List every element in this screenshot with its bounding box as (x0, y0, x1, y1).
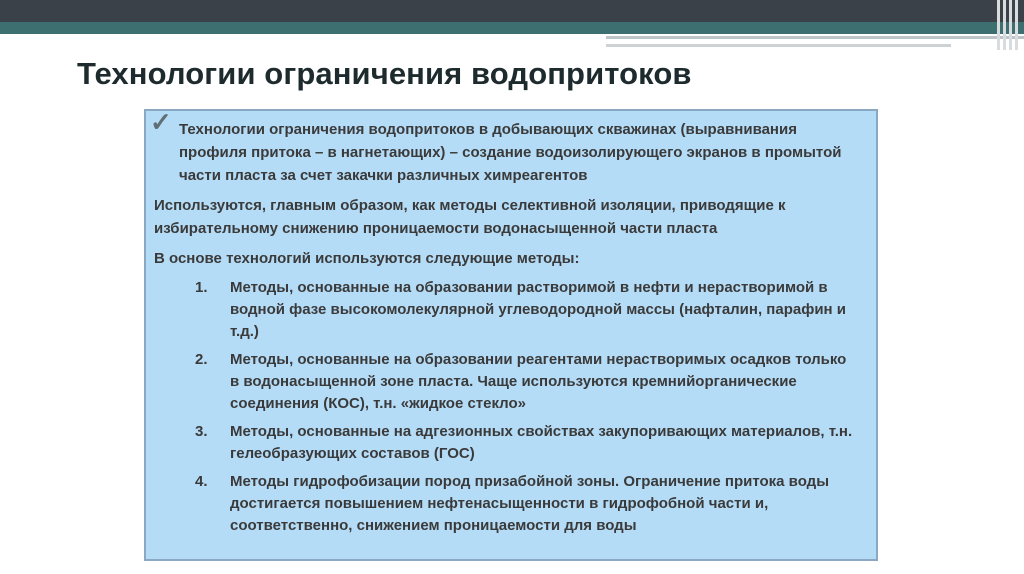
list-item-number: 4. (195, 473, 208, 490)
paragraph-intro: Технологии ограничения водопритоков в добывающих скважинах (выравнивания профиля притока – в нагнетающих) – создание водоизолирующего экранов в промытой части пласта за счет закачки различных химреагентов (179, 121, 842, 184)
header-teal-band (0, 22, 1024, 34)
list-item-number: 2. (195, 351, 208, 368)
slide-title: Технологии ограничения водопритоков (77, 56, 692, 91)
header-dark-band (0, 0, 1024, 22)
header-accent-line (606, 44, 951, 47)
methods-list (154, 277, 858, 537)
corner-decoration (992, 0, 1018, 50)
header-accent-line (606, 36, 1024, 39)
list-item (195, 349, 858, 415)
check-icon: ✓ (150, 107, 172, 137)
list-item-number: 3. (195, 423, 208, 440)
corner-line (1009, 0, 1012, 50)
paragraph-selective-isolation: Используются, главным образом, как методы селективной изоляции, приводящие к избирательному снижению проницаемости водонасыщенной части пласта (154, 197, 786, 237)
list-item-text: Методы, основанные на образовании реагентами нерастворимых осадков только в водонасыщенной зоне пласта. Чаще используются кремнийорганические соединения (КОС), т.н. «жидкое стекло» (230, 351, 847, 412)
paragraph-methods-heading: В основе технологий используются следующие методы: (154, 250, 580, 267)
list-item (195, 421, 858, 465)
list-item (195, 471, 858, 537)
list-item (195, 277, 858, 343)
corner-line (1003, 0, 1006, 50)
corner-line (997, 0, 1000, 50)
list-item-number: 1. (195, 279, 208, 296)
list-item-text: Методы, основанные на адгезионных свойствах закупоривающих материалов, т.н. гелеобразующих составов (ГОС) (230, 423, 853, 462)
content-box (144, 109, 878, 561)
corner-line (1015, 0, 1018, 50)
list-item-text: Методы, основанные на образовании растворимой в нефти и нерастворимой в водной фазе высокомолекулярной углеводородной массы (нафталин, парафин и т.д.) (230, 279, 847, 340)
list-item-text: Методы гидрофобизации пород призабойной зоны. Ограничение притока воды достигается повышением нефтенасыщенности в гидрофобной части и, соответственно, снижением проницаемости для воды (230, 473, 830, 534)
